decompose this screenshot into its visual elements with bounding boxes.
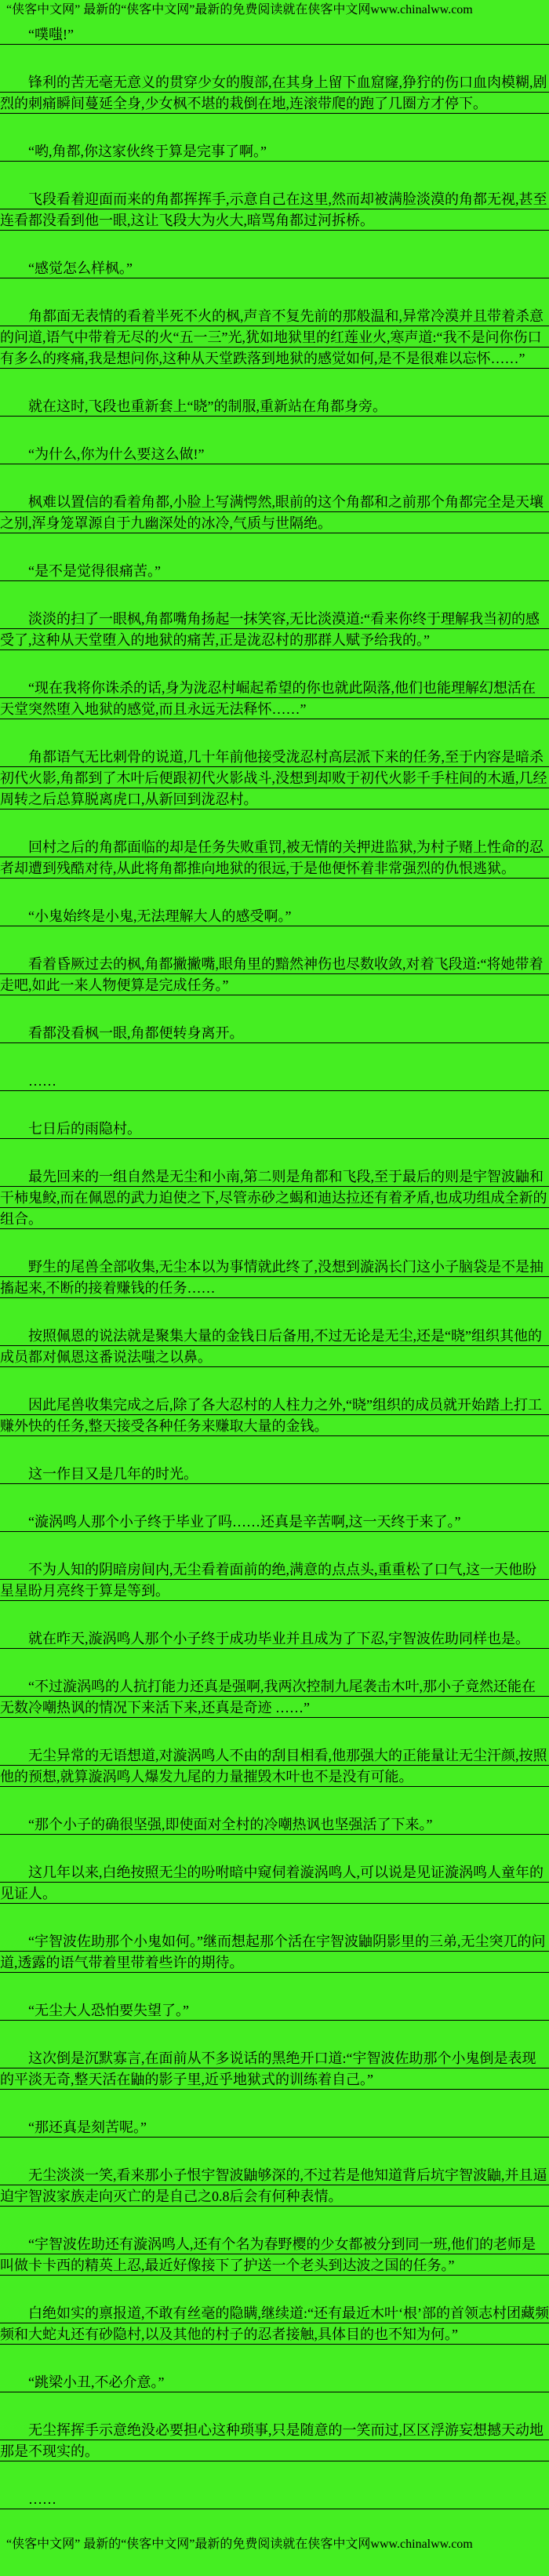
novel-paragraph: “噗嗤!” bbox=[0, 24, 549, 45]
novel-paragraph: “那还真是刻苦呢。” bbox=[0, 2117, 549, 2138]
novel-paragraph: …… bbox=[0, 1071, 549, 1092]
novel-paragraph: 这次倒是沉默寡言,在面前从不多说话的黑绝开口道:“宇智波佐助那个小鬼倒是表现的平淡无奇,整天活在鼬的影子里,近乎地狱式的训练着自己。” bbox=[0, 2048, 549, 2090]
novel-paragraph: 这一作目又是几年的时光。 bbox=[0, 1464, 549, 1485]
novel-paragraph: 不为人知的阴暗房间内,无尘看着面前的绝,满意的点点头,重重松了口气,这一天他盼星星盼月亮终于算是等到。 bbox=[0, 1559, 549, 1602]
novel-paragraph: 无尘挥挥手示意绝没必要担心这种琐事,只是随意的一笑而过,区区浮游妄想撼天动地那是不现实的。 bbox=[0, 2420, 549, 2462]
novel-paragraph: “宇智波佐助那个小鬼如何。”继而想起那个活在宇智波鼬阴影里的三弟,无尘突兀的问道,透露的语气带着里带着些许的期待。 bbox=[0, 1931, 549, 1974]
novel-paragraph: 无尘异常的无语想道,对漩涡鸣人不由的刮目相看,他那强大的正能量让无尘汗颜,按照他的预想,就算漩涡鸣人爆发九尾的力量摧毁木叶也不是没有可能。 bbox=[0, 1745, 549, 1788]
novel-paragraph: 就在昨天,漩涡鸣人那个小子终于成功毕业并且成为了下忍,宇智波佐助同样也是。 bbox=[0, 1628, 549, 1650]
site-promo-header: “侠客中文网” 最新的“侠客中文网”最新的免费阅读就在侠客中文网www.chinalww.com bbox=[6, 3, 473, 16]
novel-paragraph: 看着昏厥过去的枫,角都撇撇嘴,眼角里的黯然神伤也尽数收敛,对着飞段道:“将她带着走吧,如此一来人物便算是完成任务。” bbox=[0, 954, 549, 996]
novel-paragraph: “无尘大人恐怕要失望了。” bbox=[0, 2000, 549, 2021]
novel-paragraph: 回村之后的角都面临的却是任务失败重罚,被无情的关押进监狱,为村子赌上性命的忍者却遭到残酷对待,从此将角都推向地狱的很远,于是他便怀着非常强烈的仇恨逃狱。 bbox=[0, 837, 549, 879]
novel-paragraph: “不过漩涡鸣的人抗打能力还真是强啊,我两次控制九尾袭击木叶,那小子竟然还能在无数冷嘲热讽的情况下来活下来,还真是奇迹 ……” bbox=[0, 1676, 549, 1719]
novel-paragraph: “宇智波佐助还有漩涡鸣人,还有个名为春野樱的少女都被分到同一班,他们的老师是叫做卡卡西的精英上忍,最近好像接下了护送一个老头到达波之国的任务。” bbox=[0, 2234, 549, 2276]
novel-paragraph: “漩涡鸣人那个小子终于毕业了吗……还真是辛苦啊,这一天终于来了。” bbox=[0, 1512, 549, 1533]
novel-paragraph: “为什么,你为什么要这么做!” bbox=[0, 444, 549, 465]
novel-paragraph: 锋利的苦无毫无意义的贯穿少女的腹部,在其身上留下血窟窿,狰狞的伤口血肉模糊,剧烈的刺痛瞬间蔓延全身,少女枫不堪的栽倒在地,连滚带爬的跑了几圈方才停下。 bbox=[0, 72, 549, 115]
novel-paragraph: 白绝如实的禀报道,不敢有丝毫的隐瞒,继续道:“还有最近木叶‘根’部的首领志村团藏频频和大蛇丸还有砂隐村,以及其他的村子的忍者接触,具体目的也不知为何。” bbox=[0, 2303, 549, 2345]
novel-paragraph: “哟,角都,你这家伙终于算是完事了啊。” bbox=[0, 141, 549, 162]
novel-paragraph: 看都没看枫一眼,角都便转身离开。 bbox=[0, 1023, 549, 1044]
novel-paragraph: “是不是觉得很痛苦。” bbox=[0, 561, 549, 582]
novel-paragraph: 淡淡的扫了一眼枫,角都嘴角扬起一抹笑容,无比淡漠道:“看来你终于理解我当初的感受了,这种从天堂堕入的地狱的痛苦,正是泷忍村的那群人赋予给我的。” bbox=[0, 609, 549, 651]
novel-paragraph: “跳梁小丑,不必介意。” bbox=[0, 2372, 549, 2393]
novel-paragraph: 野生的尾兽全部收集,无尘本以为事情就此终了,没想到漩涡长门这小子脑袋是不是抽搐起来,不断的接着赚钱的任务…… bbox=[0, 1257, 549, 1299]
novel-paragraph: 飞段看着迎面而来的角都挥挥手,示意自己在这里,然而却被满脸淡漠的角都无视,甚至连看都没看到他一眼,这让飞段大为火大,暗骂角都过河拆桥。 bbox=[0, 189, 549, 231]
novel-paragraph: “那个小子的确很坚强,即使面对全村的冷嘲热讽也坚强活了下来。” bbox=[0, 1814, 549, 1836]
novel-paragraph: 枫难以置信的看着角都,小脸上写满愕然,眼前的这个角都和之前那个角都完全是天壤之别,浑身笼罩源自于九幽深处的冰冷,气质与世隔绝。 bbox=[0, 492, 549, 534]
novel-paragraph: 最先回来的一组自然是无尘和小南,第二则是角都和飞段,至于最后的则是宇智波鼬和干柿鬼鲛,而在佩恩的武力迫使之下,尽管赤砂之蝎和迪达拉还有着矛盾,也成功组成全新的组合。 bbox=[0, 1166, 549, 1230]
novel-paragraph: 角都面无表情的看着半死不火的枫,声音不复先前的那般温和,异常冷漠并且带着杀意的问道,语气中带着无尽的火“五一三”光,犹如地狱里的红莲业火,寒声道:“我不是问你伤口有多么的疼痛,我是想问你,这种从天堂跌落到地狱的感觉如何,是不是很难以忘怀……” bbox=[0, 306, 549, 369]
novel-paragraph: 这几年以来,白绝按照无尘的吩咐暗中窥伺着漩涡鸣人,可以说是见证漩涡鸣人童年的见证人。 bbox=[0, 1862, 549, 1905]
novel-paragraph: 七日后的雨隐村。 bbox=[0, 1119, 549, 1140]
novel-paragraph: 角都语气无比刺骨的说道,几十年前他接受泷忍村高层派下来的任务,至于内容是暗杀初代火影,角都到了木叶后便跟初代火影战斗,没想到却败于初代火影千手柱间的木遁,几经周转之后总算脱离虎口,从新回到泷忍村。 bbox=[0, 747, 549, 810]
novel-paragraph: 就在这时,飞段也重新套上“晓”的制服,重新站在角都身旁。 bbox=[0, 396, 549, 417]
novel-paragraph: 按照佩恩的说法就是聚集大量的金钱日后备用,不过无论是无尘,还是“晓”组织其他的成员都对佩恩这番说法嗤之以鼻。 bbox=[0, 1326, 549, 1368]
novel-content bbox=[0, 18, 549, 2534]
novel-paragraph: …… bbox=[0, 2489, 549, 2510]
site-promo-footer: “侠客中文网” 最新的“侠客中文网”最新的免费阅读就在侠客中文网www.chinalww.com bbox=[6, 2538, 473, 2551]
novel-paragraph: “小鬼始终是小鬼,无法理解大人的感受啊。” bbox=[0, 906, 549, 927]
novel-paragraph: 无尘淡淡一笑,看来那小子恨宇智波鼬够深的,不过若是他知道背后坑宇智波鼬,并且逼迫宇智波家族走向灭亡的是自己之0.8后会有何种表情。 bbox=[0, 2165, 549, 2207]
novel-paragraph: “现在我将你诛杀的话,身为泷忍村崛起希望的你也就此陨落,他们也能理解幻想活在天堂突然堕入地狱的感觉,而且永远无法释怀……” bbox=[0, 678, 549, 720]
novel-paragraph: “感觉怎么样枫。” bbox=[0, 258, 549, 279]
novel-paragraph: 因此尾兽收集完成之后,除了各大忍村的人柱力之外,“晓”组织的成员就开始踏上打工赚外快的任务,整天接受各种任务来赚取大量的金钱。 bbox=[0, 1395, 549, 1437]
